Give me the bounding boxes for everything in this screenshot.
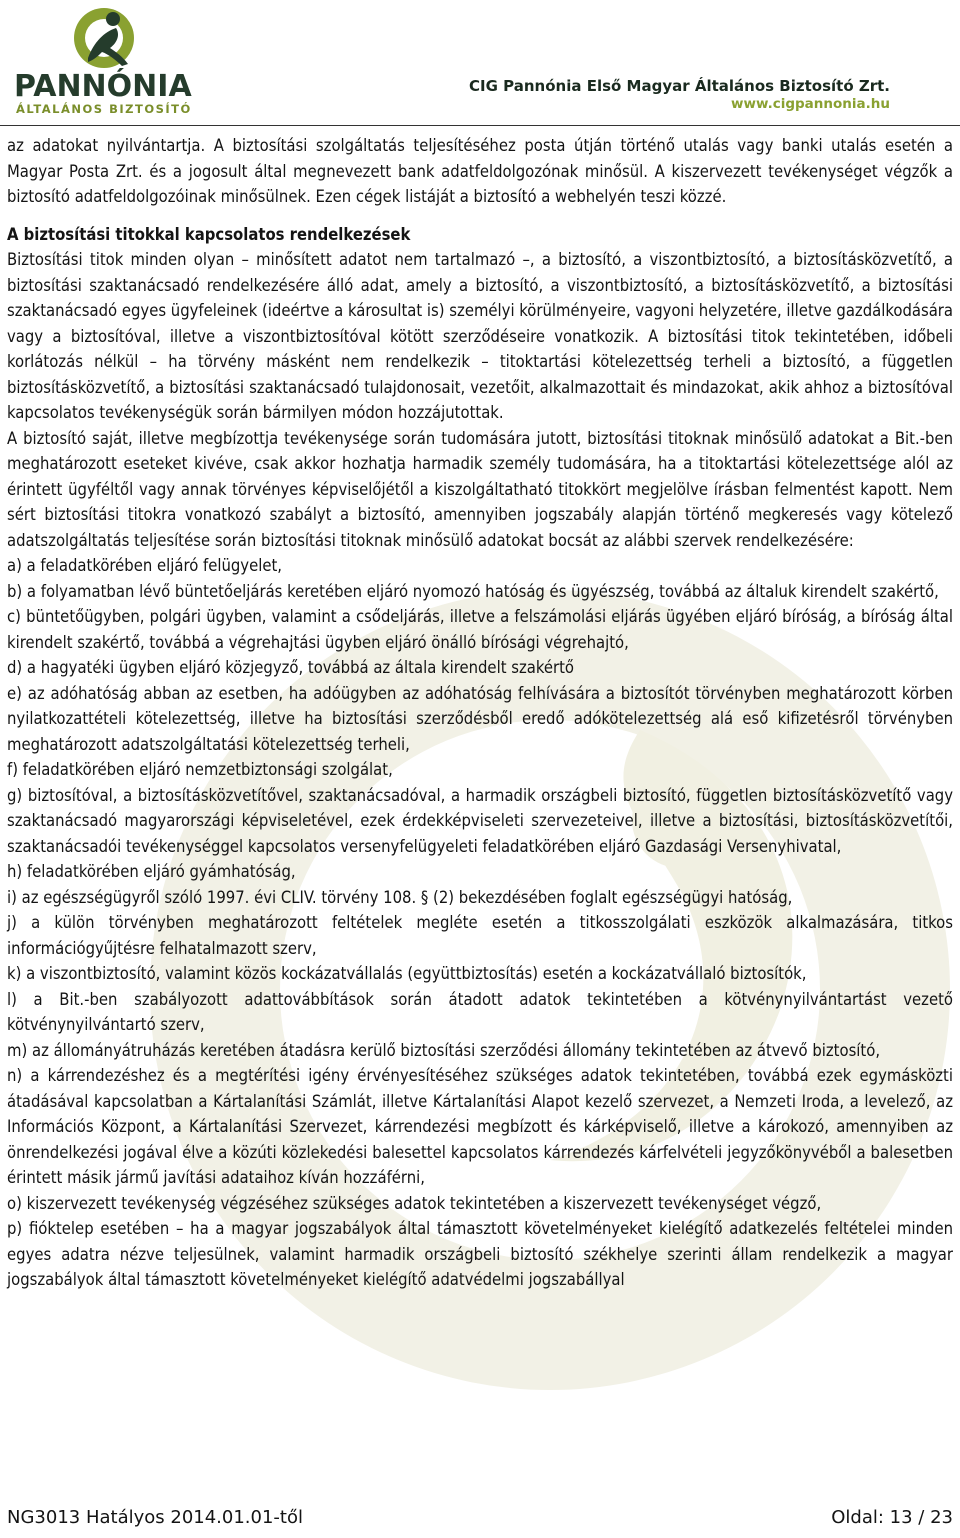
list-item: f) feladatkörében eljáró nemzetbiztonsági szolgálat, [7,760,393,779]
list-item: c) büntetőügyben, polgári ügyben, valamint a csődeljárás, illetve a felszámolási eljárás ügyében eljáró bíróság, a bíróság által kirendelt szakértő, továbbá a végrehajtási ügyben eljáró önálló bírósági végrehajtó, [7,607,953,652]
company-info [469,76,890,113]
header-divider [0,125,960,126]
body-paragraph: Biztosítási titok minden olyan – minősített adatot nem tartalmazó –, a biztosító, a viszontbiztosító, a biztosításközvetítő, a biztosítási szaktanácsadó rendelkezésére álló adat, amely a biztosító, a viszontbiztosító, a biztosításközvetítő, a biztosítási szaktanácsadó egyes ügyfeleinek (ideértve a károsultat is) személyi körülményeire, vagyoni helyzetére, illetve gazdálkodására vagy a biztosítóval, illetve a viszontbiztosítóval kötött szerződéseire vonatkozik. A biztosítási titok tekintetében, időbeli korlátozás nélkül – ha törvény másként nem rendelkezik – titoktartási kötelezettség terheli a biztosító, a független biztosításközvetítő, a biztosítási szaktanácsadó tulajdonosait, vezetőit, alkalmazottait és mindazokat, akik ahhoz a biztosítóval kapcsolatos tevékenységük során bármilyen módon hozzájutottak. [7,250,953,422]
document-body [7,133,953,1293]
list-item: j) a külön törvényben meghatározott feltételek megléte esetén a titkosszolgálati eszközök alkalmazására, titkos információgyűjtésre felhatalmazott szerv, [7,913,953,958]
list-item: m) az állományátruházás keretében átadásra kerülő biztosítási szerződési állomány tekintetében az átvevő biztosító, [7,1040,881,1060]
list-item: o) kiszervezett tevékenység végzéséhez szükséges adatok tekintetében a kiszervezett tevékenységet végző, [7,1193,822,1213]
logo-wordmark: PANNÓNIA [14,69,192,104]
list-item: h) feladatkörében eljáró gyámhatóság, [7,862,296,881]
intro-paragraph: az adatokat nyilvántartja. A biztosítási szolgáltatás teljesítéséhez posta útján történő utalás vagy banki utalás esetén a Magyar Posta Zrt. és a jogosult által megnevezett bank adatfeldolgozónak minősül. A kiszervezett tevékenységet végzők a biztosító adatfeldolgozóinak minősülnek. Ezen cégek listáját a biztosító a webhelyén teszi közzé. [7,136,953,206]
list-item: g) biztosítóval, a biztosításközvetítővel, szaktanácsadóval, a harmadik országbeli biztosító, független biztosításközvetítő vagy szaktanácsadó magyarországi képviseletével, ezek érdekképviseleti szervezeteivel, illetve a biztosítási, biztosításközvetítői, szaktanácsadói tevékenységgel kapcsolatos versenyfelügyeleti feladatkörében eljáró Gazdasági Versenyhivatal, [7,785,953,856]
document-code: NG3013 Hatályos 2014.01.01-től [7,1507,303,1528]
list-item: d) a hagyatéki ügyben eljáró közjegyző, továbbá az általa kirendelt szakértő [7,658,574,677]
logo-subtitle: ÁLTALÁNOS BIZTOSÍTÓ [16,102,192,116]
list-item: k) a viszontbiztosító, valamint közös kockázatvállalás (együttbiztosítás) esetén a kockázatvállaló biztosítók, [7,964,807,983]
section-heading: A biztosítási titokkal kapcsolatos rendelkezések [7,224,411,244]
list-item: a) a feladatkörében eljáró felügyelet, [7,556,283,575]
page-header [0,0,960,125]
list-item: i) az egészségügyről szóló 1997. évi CLIV. törvény 108. § (2) bekezdésében foglalt egészségügyi hatóság, [7,887,793,907]
company-website[interactable]: www.cigpannonia.hu [731,96,890,112]
list-item: e) az adóhatóság abban az esetben, ha adóügyben az adóhatóság felhívására a biztosítót törvényben meghatározott körben nyilatkozattételi kötelezettség, illetve ha biztosítási szerződésből eredő adókötelezettség alá eső kifizetésről törvényben meghatározott adatszolgáltatási kötelezettség terheli, [7,683,953,754]
page-number: Oldal: 13 / 23 [831,1507,953,1528]
list-item: l) a Bit.-ben szabályozott adattovábbítások során átadott adatok tekintetében a kötvénynyilvántartást vezető kötvénynyilvántartó szerv, [7,989,953,1034]
list-item: p) fióktelep esetében – ha a magyar jogszabályok által támasztott követelményeket kielégítő adatkezelés feltételei minden egyes adatra nézve teljesülnek, valamint harmadik országbeli biztosító székhelye szerinti állam rendelkezik a magyar jogszabályok által támasztott követelményeket kielégítő adatvédelmi jogszabállyal [7,1219,953,1289]
body-paragraph: A biztosító saját, illetve megbízottja tevékenysége során tudomására jutott, biztosítási titoknak minősülő adatokat a Bit.-ben meghatározott eseteket kivéve, csak akkor hozhatja harmadik személy tudomására, ha a titoktartási kötelezettsége alól az érintett ügyféltől vagy annak törvényes képviselőjétől a kiszolgáltatható titokkört megjelölve írásban felmentést kapott. Nem sért biztosítási titokra vonatkozó szabályt a biztosító, amennyiben jogszabály alapján történő megkeresés vagy kötelező adatszolgáltatás teljesítése során biztosítási titoknak minősülő adatokat bocsát az alábbi szervek rendelkezésére: [7,428,953,550]
company-name: CIG Pannónia Első Magyar Általános Biztosító Zrt. [469,77,890,95]
list-item: b) a folyamatban lévő büntetőeljárás keretében eljáró nyomozó hatóság és ügyészség, továbbá az általuk kirendelt szakértő, [7,581,939,601]
pannonia-logo-icon [64,4,152,70]
company-logo [14,4,204,116]
list-item: n) a kárrendezéshez és a megtérítési igény érvényesítéséhez szükséges adatok tekintetében, továbbá ezek egymásközti átadásával kapcsolatban a Kártalanítási Számlát, illetve Kártalanítási Alapot kezelő szervezet, a Nemzeti Iroda, a levelező, az Információs Központ, a Kártalanítási Szervezet, kárrendezési megbízott és kárképviselő, illetve a károkozó, amennyiben az önrendelkezési jogával élve a közúti közlekedési balesettel kapcsolatos kárrendezés kárfelvételi jegyzőkönyvéből a balesetben érintett másik jármű javítási adataihoz kíván hozzáférni, [7,1066,953,1187]
